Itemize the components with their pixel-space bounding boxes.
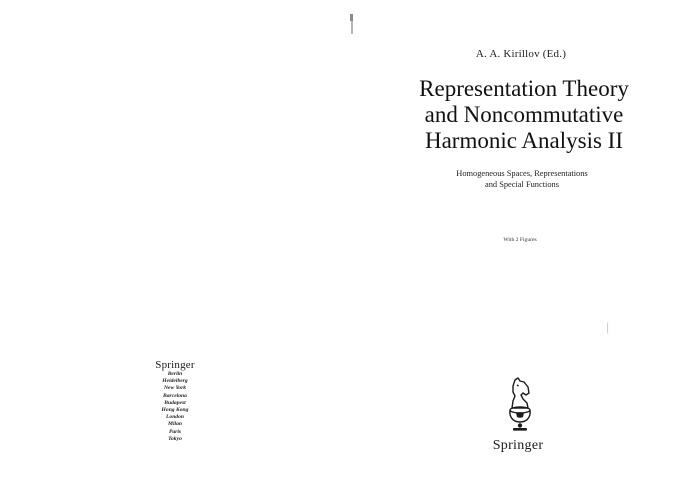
imprint-city: Berlin: [167, 371, 183, 377]
publisher-name: Springer: [492, 438, 544, 453]
imprint-city: Tokyo: [168, 435, 182, 442]
publisher-imprint: [140, 360, 210, 443]
figures-note: With 2 Figures: [503, 237, 537, 243]
book-title: [374, 76, 674, 154]
imprint-city: Barcelona: [163, 392, 187, 399]
imprint-city: Hong Kong: [161, 407, 189, 414]
subtitle-line: Homogeneous Spaces, Representations: [456, 169, 588, 178]
imprint-city: New York: [163, 385, 187, 392]
imprint-city-list: [140, 371, 210, 443]
title-line: and Noncommutative: [424, 102, 624, 127]
imprint-city: Budapest: [164, 399, 186, 406]
title-page: [350, 0, 700, 494]
subtitle-line: and Special Functions: [485, 180, 559, 189]
editor-name: A. A. Kirillov (Ed.): [475, 48, 567, 60]
title-line: Representation Theory: [419, 76, 629, 101]
imprint-city: Paris: [168, 428, 182, 435]
imprint-city: Heidelberg: [162, 378, 188, 385]
imprint-city: London: [165, 414, 185, 421]
springer-knight-logo-icon: [504, 377, 536, 433]
book-subtitle: [402, 168, 642, 190]
imprint-city: Milan: [168, 421, 182, 428]
title-line: Harmonic Analysis II: [424, 128, 623, 153]
imprint-publisher-name: Springer: [155, 359, 195, 371]
